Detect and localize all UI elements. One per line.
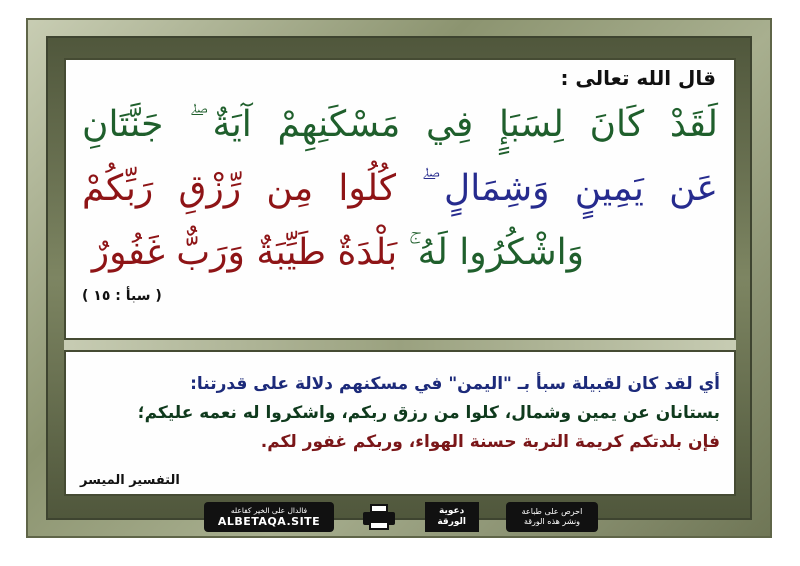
verse-panel [64, 58, 736, 340]
footer-quote: فالدال على الخير كفاعله [230, 506, 308, 515]
verse-line-2-red: كُلُوا مِن رِّزْقِ رَبِّكُمْ [82, 168, 397, 209]
tafsir-text [84, 370, 720, 457]
verse-line-1: لَقَدْ كَانَ لِسَبَإٍ فِي مَسْكَنِهِمْ آيَةٌ ۖ جَنَّتَانِ [82, 104, 718, 145]
print-note-line-2: ونشر هذه الورقة [523, 517, 581, 526]
verse-line-3-green: وَاشْكُرُوا لَهُ ۚ [408, 232, 584, 273]
verse-line-2-blue: عَن يَمِينٍ وَشِمَالٍ ۖ [421, 168, 719, 209]
verse-heading: قال الله تعالى : [560, 66, 716, 90]
printer-icon [361, 503, 397, 531]
tafsir-line-1: أي لقد كان لقبيلة سبأ بـ "اليمن" في مسكنهم دلالة على قدرتنا: [190, 374, 720, 394]
tafsir-line-2: بستانان عن يمين وشمال، كلوا من رزق ربكم، واشكروا له نعمه عليكم؛ [137, 403, 720, 423]
albetaqa-logo [425, 502, 479, 532]
tafsir-line-3: فإن بلدتكم كريمة التربة حسنة الهواء، وربكم غفور لكم. [260, 432, 720, 452]
print-note-line-1: احرص على طباعة [521, 507, 583, 516]
verse-reference: ( سبأ : ١٥ ) [82, 288, 162, 304]
logo-line-2: الورقة [437, 517, 466, 527]
verse-line-3 [82, 226, 584, 280]
logo-line-1: دعوية [439, 506, 465, 516]
site-link[interactable]: ALBETAQA.SITE [217, 515, 321, 528]
tafsir-source: التفسير الميسر [80, 473, 180, 488]
tafsir-panel [64, 350, 736, 496]
footer-bar [204, 502, 598, 532]
verse-line-3-red: بَلْدَةٌ طَيِّبَةٌ وَرَبٌّ غَفُورٌ [91, 232, 398, 273]
print-note [506, 502, 598, 532]
panel-divider [64, 340, 736, 350]
verse-line-2 [82, 162, 718, 216]
site-box [204, 502, 334, 532]
